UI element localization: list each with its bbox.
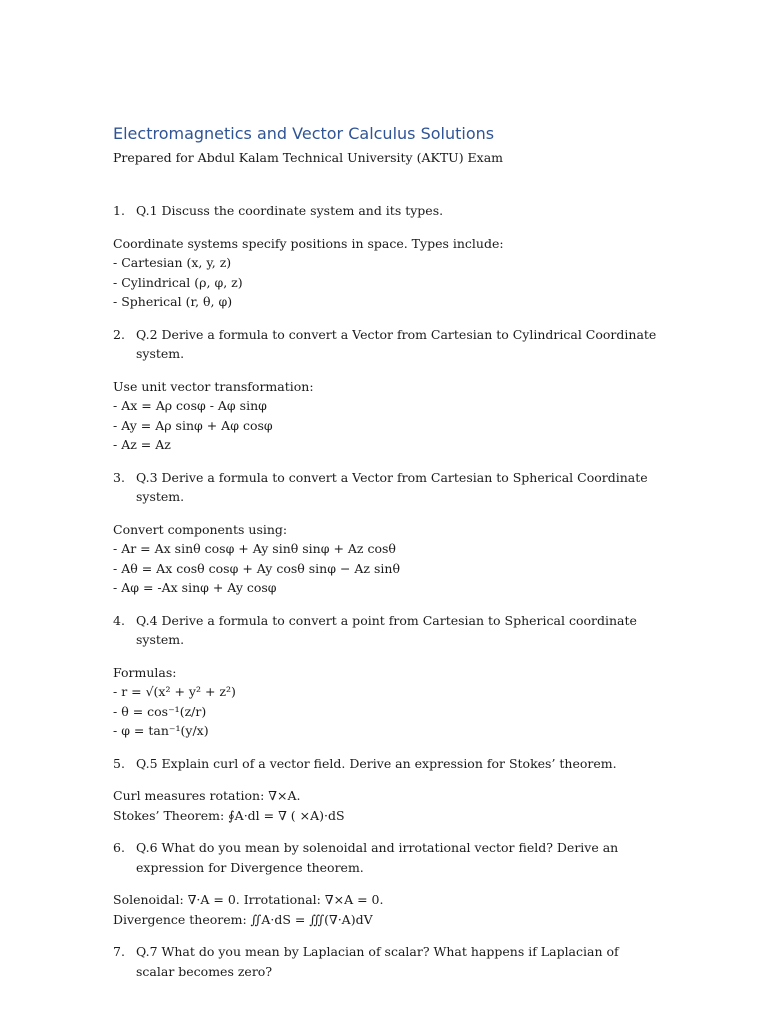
answer-line: - Aφ = -Ax sinφ + Ay cosφ [113,580,277,595]
question-item [113,468,658,507]
answer-line: - Ay = Aρ sinφ + Aφ cosφ [113,417,273,433]
answer-line: Solenoidal: ∇·A = 0. Irrotational: ∇×A = 0. [113,892,384,907]
answer-line: Divergence theorem: ∬A·dS = ∭(∇·A)dV [113,911,373,927]
answer-line: Convert components using: [113,521,288,537]
answer-line: Coordinate systems specify positions in space. Types include: [113,235,504,251]
answer-line: - Spherical (r, θ, φ) [113,294,233,309]
answer-line: Use unit vector transformation: [113,378,314,394]
answer-line: - Cylindrical (ρ, φ, z) [113,274,243,290]
answer-line: Curl measures rotation: ∇×A. [113,788,301,803]
answer-line: - Ar = Ax sinθ cosφ + Ay sinθ sinφ + Az cosθ [113,541,396,556]
question-item [113,838,658,877]
question-text: Q.6 What do you mean by solenoidal and irrotational vector field? Derive an expression for Divergence theorem. [136,840,619,875]
answer-line: - φ = tan⁻¹(y/x) [113,723,209,738]
question-number: 7. [113,944,125,959]
qa-list [113,201,658,994]
answer-line: - Az = Az [113,437,171,452]
answer-line: - r = √(x² + y² + z²) [113,684,236,699]
question-number: 4. [113,612,125,628]
answer-block [113,377,658,455]
question-text: Q.5 Explain curl of a vector field. Derive an expression for Stokes’ theorem. [136,755,617,771]
question-text: Q.2 Derive a formula to convert a Vector from Cartesian to Cylindrical Coordinate system. [136,326,657,361]
question-item [113,201,658,221]
question-text: Q.1 Discuss the coordinate system and its types. [136,203,444,218]
question-text: Q.4 Derive a formula to convert a point from Cartesian to Spherical coordinate system. [136,612,637,647]
answer-block [113,520,658,598]
answer-line: - Ax = Aρ cosφ - Aφ sinφ [113,398,267,413]
answer-line: Stokes’ Theorem: ∮A·dl = ∇ ( ×A)·dS [113,807,345,823]
document-title: Electromagnetics and Vector Calculus Solutions [113,124,495,143]
answer-block [113,234,658,312]
question-number: 2. [113,326,125,342]
question-number: 3. [113,469,125,485]
answer-block [113,890,658,929]
document-subtitle: Prepared for Abdul Kalam Technical University (AKTU) Exam [113,150,504,165]
answer-line: Formulas: [113,664,177,680]
question-text: Q.3 Derive a formula to convert a Vector from Cartesian to Spherical Coordinate system. [136,469,648,504]
question-item [113,754,658,774]
question-number: 1. [113,203,125,218]
question-item [113,611,658,650]
question-item [113,942,658,981]
question-text: Q.7 What do you mean by Laplacian of scalar? What happens if Laplacian of scalar becomes zero? [136,944,619,979]
answer-line: - θ = cos⁻¹(z/r) [113,703,207,719]
question-number: 6. [113,840,125,855]
answer-line: - Aθ = Ax cosθ cosφ + Ay cosθ sinφ − Az sinθ [113,560,400,576]
answer-line: - Cartesian (x, y, z) [113,255,232,270]
question-item [113,325,658,364]
answer-block [113,663,658,741]
answer-block [113,786,658,825]
question-number: 5. [113,755,125,771]
